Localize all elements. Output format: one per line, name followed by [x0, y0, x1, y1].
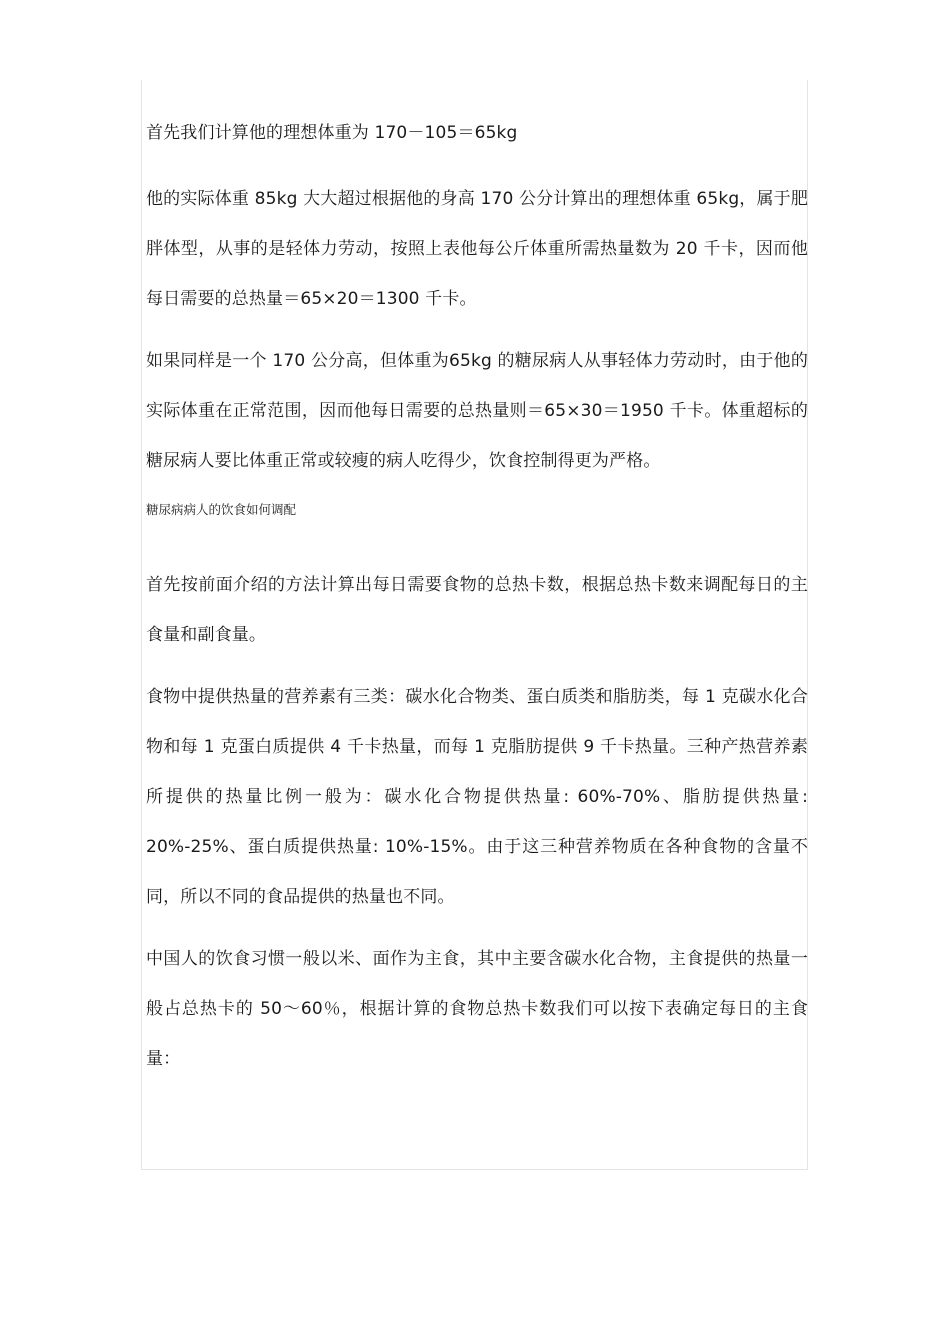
paragraph-actual-weight: 他的实际体重 85kg 大大超过根据他的身高 170 公分计算出的理想体重 65kg，属于肥胖体型，从事的是轻体力劳动，按照上表他每公斤体重所需热量数为 20 千卡，因而他每日需要的总热量＝65×20＝1300 千卡。 [146, 189, 808, 309]
paragraph-nutrients: 食物中提供热量的营养素有三类：碳水化合物类、蛋白质类和脂肪类，每 1 克碳水化合物和每 1 克蛋白质提供 4 千卡热量，而每 1 克脂肪提供 9 千卡热量。三种产热营养素所提供的热量比例一般为：碳水化合物提供热量: 60%-70%、脂肪提供热量: 20%-25%、蛋白质提供热量: 10%-15%。由于这三种营养物质在各种食物的含量不同，所以不同的食品提供的热量也不同。 [146, 687, 808, 907]
paragraph-ideal-weight: 首先我们计算他的理想体重为 170－105＝65kg [146, 123, 518, 143]
paragraph-staple-food: 中国人的饮食习惯一般以米、面作为主食，其中主要含碳水化合物，主食提供的热量一般占总热卡的 50～60％，根据计算的食物总热卡数我们可以按下表确定每日的主食量： [146, 949, 808, 1069]
section-subheading: 糖尿病病人的饮食如何调配 [146, 502, 297, 517]
paragraph-calorie-allocation: 首先按前面介绍的方法计算出每日需要食物的总热卡数，根据总热卡数来调配每日的主食量和副食量。 [146, 575, 808, 645]
paragraph-normal-weight-comparison: 如果同样是一个 170 公分高，但体重为65kg 的糖尿病人从事轻体力劳动时，由于他的实际体重在正常范围，因而他每日需要的总热量则＝65×30＝1950 千卡。体重超标的糖尿病人要比体重正常或较瘦的病人吃得少，饮食控制得更为严格。 [146, 351, 808, 471]
document-body [146, 108, 808, 1096]
